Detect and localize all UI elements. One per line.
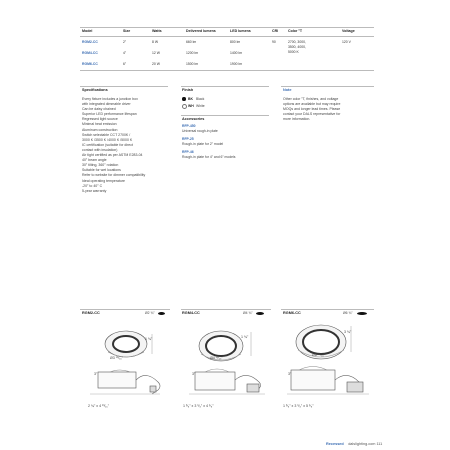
footer-brand: Recessed bbox=[326, 442, 344, 446]
finish-code-white: WH bbox=[188, 104, 194, 108]
table-voltage: 120 V bbox=[342, 40, 351, 44]
diagram-box-dim: 1 ³⁄₈" x 3 ⁵⁄₈" x 4 ¹⁄₈" bbox=[183, 404, 214, 408]
table-row-watts: 20 W bbox=[152, 62, 160, 66]
list-item: Minimal heat emission bbox=[82, 122, 117, 127]
table-row-led: 1900 lm bbox=[230, 62, 243, 66]
finish-title: Finish bbox=[182, 88, 194, 92]
list-item: 3000 K /3500 K /4000 K /5000 K bbox=[82, 137, 133, 142]
table-row-size: 2" bbox=[123, 40, 127, 44]
diagram-model-label: RGM2-CC bbox=[82, 311, 100, 315]
list-item: -20° to 40° C bbox=[82, 183, 103, 188]
col-header-watts: Watts bbox=[152, 29, 162, 33]
footer-url: dalslighting.com 111 bbox=[348, 442, 383, 446]
col-header-delivered-lumens: Delivered lumens bbox=[186, 29, 216, 33]
specifications-title: Specifications bbox=[82, 88, 108, 92]
footer bbox=[326, 432, 382, 450]
diagram-diameter-dim: Ø3 ¹⁵⁄₁₆" bbox=[110, 356, 124, 360]
note-line: Other color °T, finishes, and voltage bbox=[283, 97, 339, 101]
accessory-desc: Universal rough-in plate bbox=[182, 129, 218, 133]
lamp-icon bbox=[158, 312, 165, 315]
table-cri: 90 bbox=[272, 40, 276, 44]
list-item: Aluminum construction bbox=[82, 127, 118, 132]
col-header-led-lumens: LED lumens bbox=[230, 29, 251, 33]
list-item: Switch selectable CCT 2700K / bbox=[82, 132, 131, 137]
accessory-code: RFP-25 bbox=[182, 137, 194, 141]
table-color-temp-1: 2700, 3000, bbox=[288, 40, 306, 44]
table-row-model: RGM4-CC bbox=[82, 51, 98, 55]
table-row-model: RGM2-CC bbox=[82, 40, 98, 44]
finish-label-black: Black bbox=[196, 97, 205, 101]
list-item: Ideal operating temperature bbox=[82, 178, 125, 183]
finish-code-black: BK bbox=[188, 97, 193, 101]
diagram-badge: Ø2 ¾" bbox=[145, 311, 155, 315]
note-line: options are available but may require bbox=[283, 102, 341, 107]
diagram-badge: Ø6 ¾" bbox=[343, 311, 353, 315]
accessories-title: Accessories bbox=[182, 117, 205, 121]
list-item: Air tight certified as per ASTM E283-04 bbox=[82, 153, 143, 158]
finish-swatch-black bbox=[182, 97, 186, 101]
list-item: 40° beam angle bbox=[82, 158, 107, 163]
note-body bbox=[283, 97, 340, 122]
col-header-size: Size bbox=[123, 29, 131, 33]
col-header-model: Model bbox=[82, 29, 93, 33]
col-header-voltage: Voltage bbox=[342, 29, 355, 33]
list-item: Suitable for wet locations bbox=[82, 168, 121, 173]
table-row-watts: 12 W bbox=[152, 51, 160, 55]
diagram-depth-dim: 3" bbox=[94, 372, 98, 376]
rgm2-drawing bbox=[80, 318, 172, 418]
rgm4-drawing bbox=[181, 318, 273, 418]
rgm6-drawing bbox=[281, 318, 375, 418]
table-color-temp-2: 3500, 4000, bbox=[288, 45, 306, 49]
table-row-delivered: 1500 lm bbox=[186, 62, 199, 66]
note-line: more information. bbox=[283, 117, 311, 122]
col-header-cri: CRI bbox=[272, 29, 279, 33]
finish-swatch-white bbox=[182, 104, 187, 109]
lamp-icon bbox=[357, 312, 367, 315]
list-item: contact with insulation) bbox=[82, 147, 118, 152]
diagram-model-label: RGM6-CC bbox=[283, 311, 301, 315]
lamp-icon bbox=[256, 312, 264, 315]
finish-label-white: White bbox=[196, 104, 205, 108]
table-row-size: 6" bbox=[123, 62, 127, 66]
table-row-led: 800 lm bbox=[230, 40, 241, 44]
diagram-height-dim: 1 ¾" bbox=[241, 335, 249, 339]
diagram-box-dim: 2 ¾" x 4 ¹³⁄₁₆" bbox=[88, 404, 109, 408]
specifications-list bbox=[82, 97, 145, 194]
table-color-temp-3: 5000 K bbox=[288, 50, 299, 54]
list-item: 30° tilting, 360° rotation bbox=[82, 163, 119, 168]
list-item: Superior LED performance lifespan bbox=[82, 112, 137, 117]
list-item: IC certification (suitable for direct bbox=[82, 142, 133, 147]
accessory-code: RFP-450 bbox=[182, 124, 196, 128]
diagram-box-dim: 1 ³⁄₈" x 3 ⁵⁄₈" x 5 ¹⁄₈" bbox=[283, 404, 314, 408]
diagram-height-dim: 1 ¾" bbox=[145, 337, 153, 341]
list-item: Refer to website for dimmer compatibility bbox=[82, 173, 146, 178]
accessory-code: RFP-46 bbox=[182, 150, 194, 154]
diagram-diameter-dim: Ø4 ¹³⁄₁₆" bbox=[210, 356, 223, 360]
list-item: Can be daisy chained bbox=[82, 107, 116, 112]
table-row-delivered: 660 lm bbox=[186, 40, 197, 44]
accessory-desc: Rough-in plate for 4" and 6" models bbox=[182, 155, 236, 159]
list-item: Every fixture includes a junction box bbox=[82, 97, 138, 101]
diagram-height-dim: 3 ¾" bbox=[344, 330, 352, 334]
table-row-model: RGM6-CC bbox=[82, 62, 98, 66]
table-row-watts: 8 W bbox=[152, 40, 159, 44]
accessory-desc: Rough-in plate for 2" model bbox=[182, 142, 224, 146]
list-item: Regressed light source bbox=[82, 117, 118, 122]
diagram-depth-dim: 3" bbox=[288, 372, 292, 376]
diagram-depth-dim: 3" bbox=[192, 372, 196, 376]
table-row-size: 4" bbox=[123, 51, 127, 55]
diagram-badge: Ø4 ¾" bbox=[243, 311, 253, 315]
diagram-diameter-dim: Ø6 ¹⁵⁄₁₆" bbox=[312, 353, 326, 357]
list-item: 5-year warranty bbox=[82, 188, 107, 193]
list-item: with integrated dimmable driver bbox=[82, 102, 131, 107]
table-row-delivered: 1200 lm bbox=[186, 51, 199, 55]
note-line: contact your DALS representative for bbox=[283, 112, 341, 117]
diagram-model-label: RGM4-CC bbox=[182, 311, 200, 315]
note-title: Note bbox=[283, 88, 292, 92]
table-row-led: 1400 lm bbox=[230, 51, 243, 55]
note-line: MOQs and longer lead times. Please bbox=[283, 107, 341, 112]
col-header-color-temp: Color °T bbox=[288, 29, 303, 33]
